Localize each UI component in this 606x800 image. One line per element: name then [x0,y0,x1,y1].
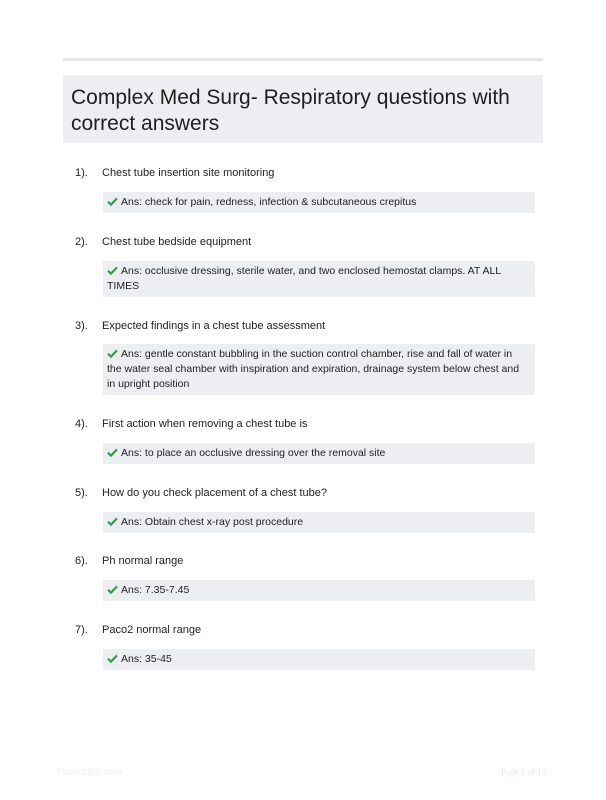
footer-page-number: Page 1 of 13 [501,767,547,777]
answer-text: Ans: check for pain, redness, infection & subcutaneous crepitus [121,196,417,208]
check-icon [107,197,118,206]
page-title: Complex Med Surg- Respiratory questions with correct answers [71,86,510,135]
answer-box [103,512,535,533]
answer-box [103,261,535,297]
question-number: 1). [75,167,88,179]
answer-text: Ans: gentle constant bubbling in the suction control chamber, rise and fall of water in the water seal chamber with inspiration and expiration, drainage system below chest and in upright position [107,348,520,390]
question-number: 3). [75,320,88,332]
question-text: Expected findings in a chest tube assessment [102,320,326,332]
answer-box [103,649,535,670]
answer-text: Ans: 7.35-7.45 [121,584,190,596]
question-number: 2). [75,236,88,248]
answer-text: Ans: occlusive dressing, sterile water, and two enclosed hemostat clamps. AT ALL TIMES [107,265,501,292]
check-icon [107,517,118,526]
answer-box [103,443,535,464]
question-number: 4). [75,418,88,430]
footer-site-watermark: PaperStBic.com [57,767,122,777]
check-icon [107,448,118,457]
answer-box [103,344,535,395]
question-text: Chest tube bedside equipment [102,236,252,248]
check-icon [107,585,118,594]
question-text: How do you check placement of a chest tube? [102,487,328,499]
answer-box [103,580,535,601]
answer-text: Ans: to place an occlusive dressing over the removal site [121,447,386,459]
check-icon [107,654,118,663]
answer-text: Ans: 35-45 [121,653,172,665]
question-number: 6). [75,555,88,567]
check-icon [107,266,118,275]
question-text: Paco2 normal range [102,624,202,636]
title-box [63,75,543,143]
question-number: 7). [75,624,88,636]
question-number: 5). [75,487,88,499]
question-text: First action when removing a chest tube is [102,418,308,430]
top-divider [63,58,543,61]
answer-text: Ans: Obtain chest x-ray post procedure [121,516,304,528]
check-icon [107,349,118,358]
question-text: Chest tube insertion site monitoring [102,167,275,179]
answer-box [103,192,535,213]
question-text: Ph normal range [102,555,184,567]
